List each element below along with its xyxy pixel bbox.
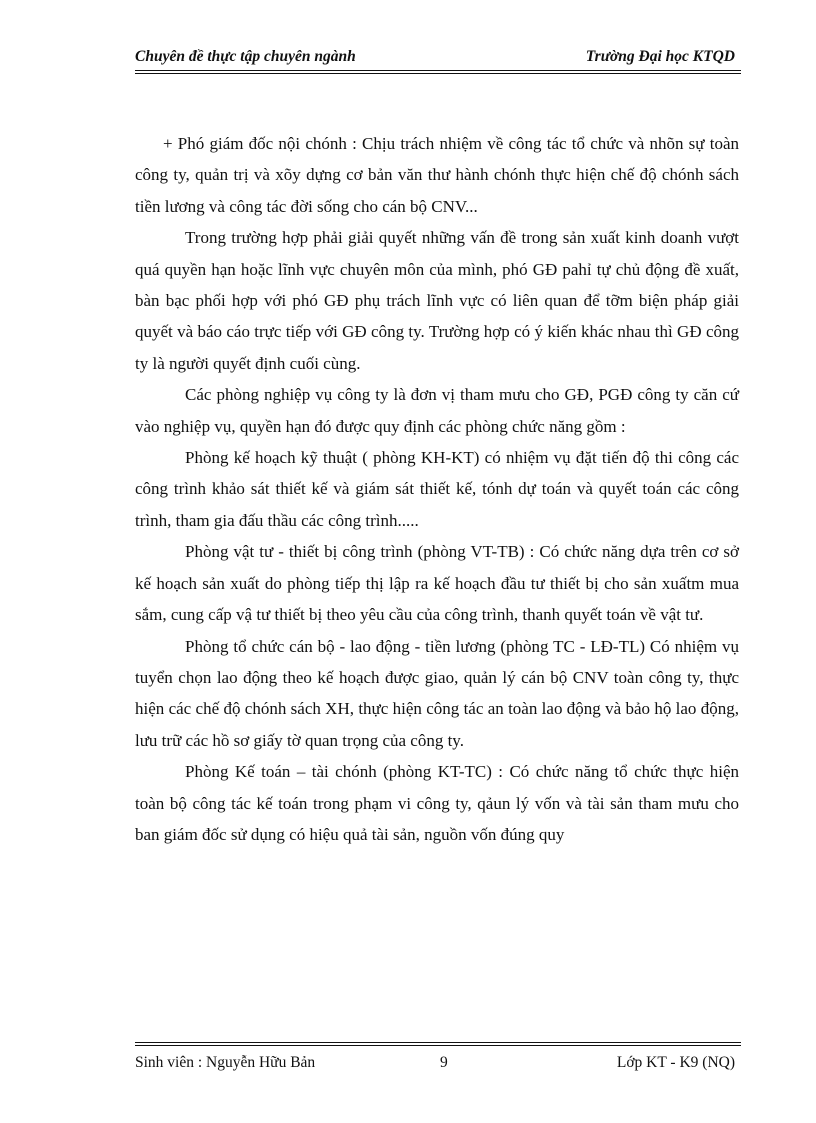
- page-body: [135, 128, 739, 850]
- paragraph-materials-equipment: Phòng vật tư - thiết bị công trình (phòng VT-TB) : Có chức năng dựa trên cơ sở kế hoạch sản xuất do phòng tiếp thị lập ra kế hoạch đầu tư thiết bị cho sản xuấtm mua sắm, cung cấp vậ tư thiết bị theo yêu cầu của công trình, thanh quyết toán về vật tư.: [135, 542, 739, 625]
- paragraph-planning-technical: Phòng kế hoạch kỹ thuật ( phòng KH-KT) có nhiệm vụ đặt tiến độ thi công các công trình khảo sát thiết kế và giám sát thiết kế, tónh dự toán và quyết toán các công trình, tham gia đấu thầu các công trình.....: [135, 448, 739, 530]
- header-rule-bottom: [135, 73, 741, 74]
- paragraph-accounting-finance: Phòng Kế toán – tài chónh (phòng KT-TC) : Có chức năng tổ chức thực hiện toàn bộ công tác kế toán trong phạm vi công ty, qảun lý vốn và tài sản tham mưu cho ban giám đốc sử dụng có hiệu quả tài sản, nguồn vốn đúng quy: [135, 762, 739, 844]
- footer-rule-top: [135, 1042, 741, 1043]
- footer-student: Sinh viên : Nguyễn Hữu Bản: [135, 1054, 316, 1071]
- page-number: 9: [440, 1054, 448, 1071]
- paragraph-personnel-labor: Phòng tổ chức cán bộ - lao động - tiền lương (phòng TC - LĐ-TL) Có nhiệm vụ tuyển chọn lao động theo kế hoạch được giao, quản lý cán bộ CNV toàn công ty, thực hiện các chế độ chónh sách XH, thực hiện công tác an toàn lao động và bảo hộ lao động, lưu trữ các hồ sơ giấy tờ quan trọng của công ty.: [135, 636, 739, 750]
- page-header: [135, 48, 741, 70]
- paragraph-departments: Các phòng nghiệp vụ công ty là đơn vị tham mưu cho GĐ, PGĐ công ty căn cứ vào nghiệp vụ, quyền hạn đó được quy định các phòng chức năng gồm :: [135, 385, 739, 436]
- footer-class: Lớp KT - K9 (NQ): [616, 1054, 735, 1071]
- page-footer: [135, 1054, 741, 1076]
- footer-rule-bottom: [135, 1045, 741, 1046]
- paragraph-authority: Trong trường hợp phải giải quyết những vấn đề trong sản xuất kinh doanh vượt quá quyền hạn hoặc lĩnh vực chuyên môn của mình, phó GĐ pahỉ tự chủ động đề xuất, bàn bạc phối hợp với phó GĐ phụ trách lĩnh vực có liên quan để tỡm biện pháp giải quyết và báo cáo trực tiếp với GĐ công ty. Trường hợp có ý kiến khác nhau thì GĐ công ty là người quyết định cuối cùng.: [135, 228, 739, 373]
- header-rule-top: [135, 70, 741, 71]
- paragraph-deputy-director: + Phó giám đốc nội chónh : Chịu trách nhiệm về công tác tổ chức và nhõn sự toàn công ty, quản trị và xõy dựng cơ bản văn thư hành chónh thực hiện chế độ chónh sách tiền lương và công tác đời sống cho cán bộ CNV...: [135, 134, 739, 216]
- header-university: Trường Đại học KTQD: [585, 48, 735, 65]
- header-subject: Chuyên đề thực tập chuyên ngành: [135, 48, 356, 65]
